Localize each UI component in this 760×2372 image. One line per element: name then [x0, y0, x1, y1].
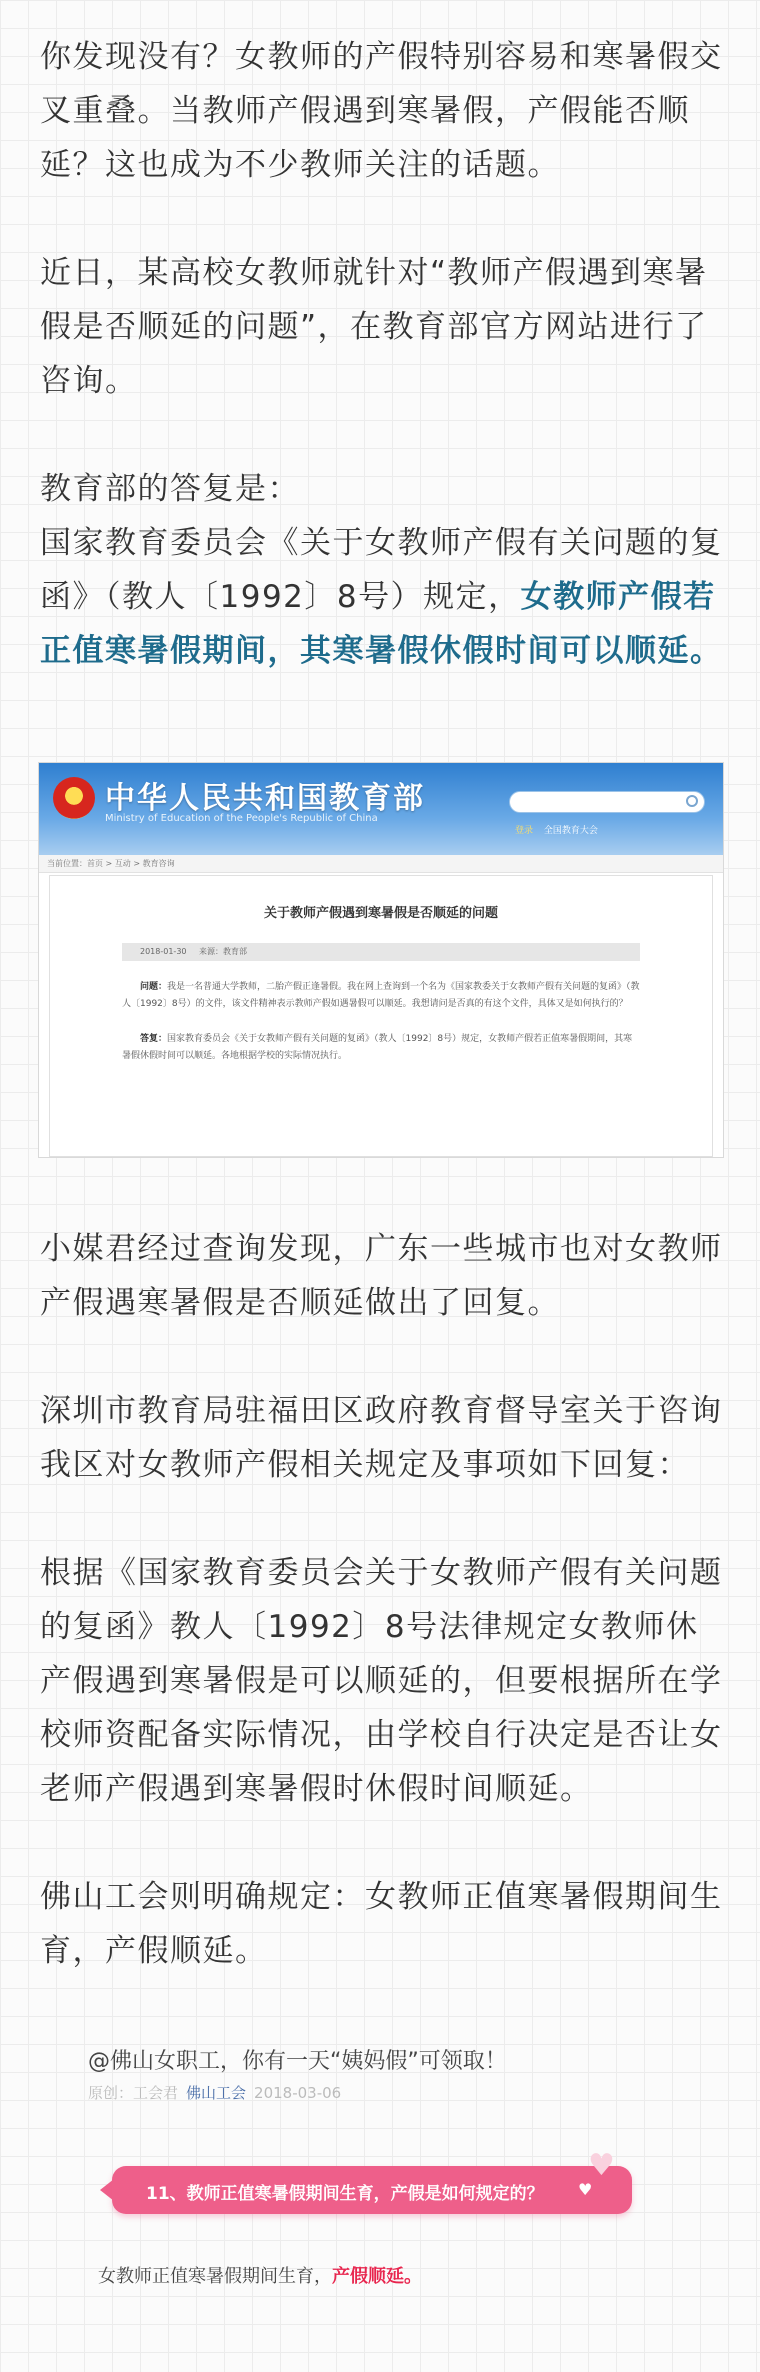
- quote-article-title[interactable]: @佛山女职工，你有一天“姨妈假”可领取！: [88, 2049, 507, 2074]
- moe-website-screenshot: [38, 762, 724, 1158]
- moe-search-input[interactable]: [509, 791, 705, 813]
- quote-article-meta: [88, 2082, 341, 2103]
- moe-question: [122, 979, 640, 1013]
- moe-article-panel: [49, 875, 713, 1157]
- quote-date: 2018-03-06: [254, 2084, 342, 2102]
- final-note: [98, 2262, 422, 2288]
- moe-banner: [39, 763, 723, 855]
- heart-icon: ♥: [588, 2148, 615, 2183]
- paragraph-guangdong: 小媒君经过查询发现，广东一些城市也对女教师产假遇寒暑假是否顺延做出了回复。: [40, 1231, 723, 1321]
- paragraph-regulation: 根据《国家教育委员会关于女教师产假有关问题的复函》教人〔1992〕8号法律规定女教师休产假遇到寒暑假是可以顺延的，但要根据所在学校师资配备实际情况，由学校自行决定是否让女老师产假遇到寒暑假时休假时间顺延。: [40, 1555, 723, 1807]
- moe-question-label: 问题：: [140, 982, 168, 992]
- moe-answer-label: 答复：: [140, 1034, 168, 1044]
- moe-reply-highlight: 女教师产假若正值寒暑假期间，其寒暑假休假时间可以顺延。: [40, 579, 723, 669]
- paragraph-moe-reply: [40, 462, 730, 678]
- moe-site-subtitle: Ministry of Education of the People's Republic of China: [105, 813, 378, 824]
- moe-article-meta: [122, 943, 640, 961]
- question-pill-text: 11、教师正值寒暑假期间生育，产假是如何规定的？: [146, 2184, 544, 2204]
- final-note-highlight: 产假顺延。: [332, 2266, 422, 2287]
- moe-article-source: 来源：教育部: [199, 947, 248, 956]
- national-emblem-icon: [53, 777, 95, 819]
- moe-reply-body: [40, 516, 730, 678]
- moe-article-date: 2018-01-30: [140, 947, 187, 956]
- small-heart-icon: ♥: [578, 2180, 593, 2199]
- moe-top-links: [515, 823, 606, 836]
- paragraph-intro: 你发现没有？女教师的产假特别容易和寒暑假交叉重叠。当教师产假遇到寒暑假，产假能否顺延？这也成为不少教师关注的话题。: [40, 39, 723, 183]
- moe-breadcrumb: 当前位置：首页 > 互动 > 教育咨询: [39, 855, 723, 873]
- moe-article-title: 关于教师产假遇到寒暑假是否顺延的问题: [263, 906, 498, 921]
- moe-reply-plain: 国家教育委员会《关于女教师产假有关问题的复函》（教人〔1992〕8号）规定，: [40, 525, 723, 615]
- quote-author: 工会君: [133, 2084, 179, 2102]
- final-note-plain: 女教师正值寒暑假期间生育，: [98, 2266, 332, 2287]
- moe-site-title: 中华人民共和国教育部: [105, 781, 425, 816]
- paragraph-inquiry: 近日，某高校女教师就针对“教师产假遇到寒暑假是否顺延的问题”，在教育部官方网站进行了咨询。: [40, 255, 708, 399]
- quote-account-link[interactable]: 佛山工会: [186, 2084, 247, 2102]
- quote-original-label: 原创：: [88, 2084, 134, 2102]
- moe-question-text: 我是一名普通大学教师，二胎产假正逢暑假。我在网上查询到一个名为《国家教委关于女教师产假有关问题的复函》（教人〔1992〕8号）的文件，该文件精神表示教师产假如遇暑假可以顺延。我想请问是否真的有这个文件，具体又是如何执行的？: [122, 982, 640, 1009]
- moe-answer-text: 国家教育委员会《关于女教师产假有关问题的复函》（教人〔1992〕8号）规定，女教师产假若正值寒暑假期间，其寒暑假休假时间可以顺延。各地根据学校的实际情况执行。: [122, 1034, 633, 1061]
- moe-answer: [122, 1031, 640, 1065]
- moe-reply-lead: 教育部的答复是：: [40, 471, 300, 507]
- moe-login-link[interactable]: 登录: [515, 826, 534, 836]
- question-pill: [112, 2166, 632, 2214]
- search-icon[interactable]: [686, 795, 698, 807]
- paragraph-foshan: 佛山工会则明确规定：女教师正值寒暑假期间生育，产假顺延。: [40, 1879, 723, 1969]
- moe-site-link[interactable]: 全国教育大会: [543, 826, 598, 836]
- paragraph-shenzhen: 深圳市教育局驻福田区政府教育督导室关于咨询我区对女教师产假相关规定及事项如下回复：: [40, 1393, 723, 1483]
